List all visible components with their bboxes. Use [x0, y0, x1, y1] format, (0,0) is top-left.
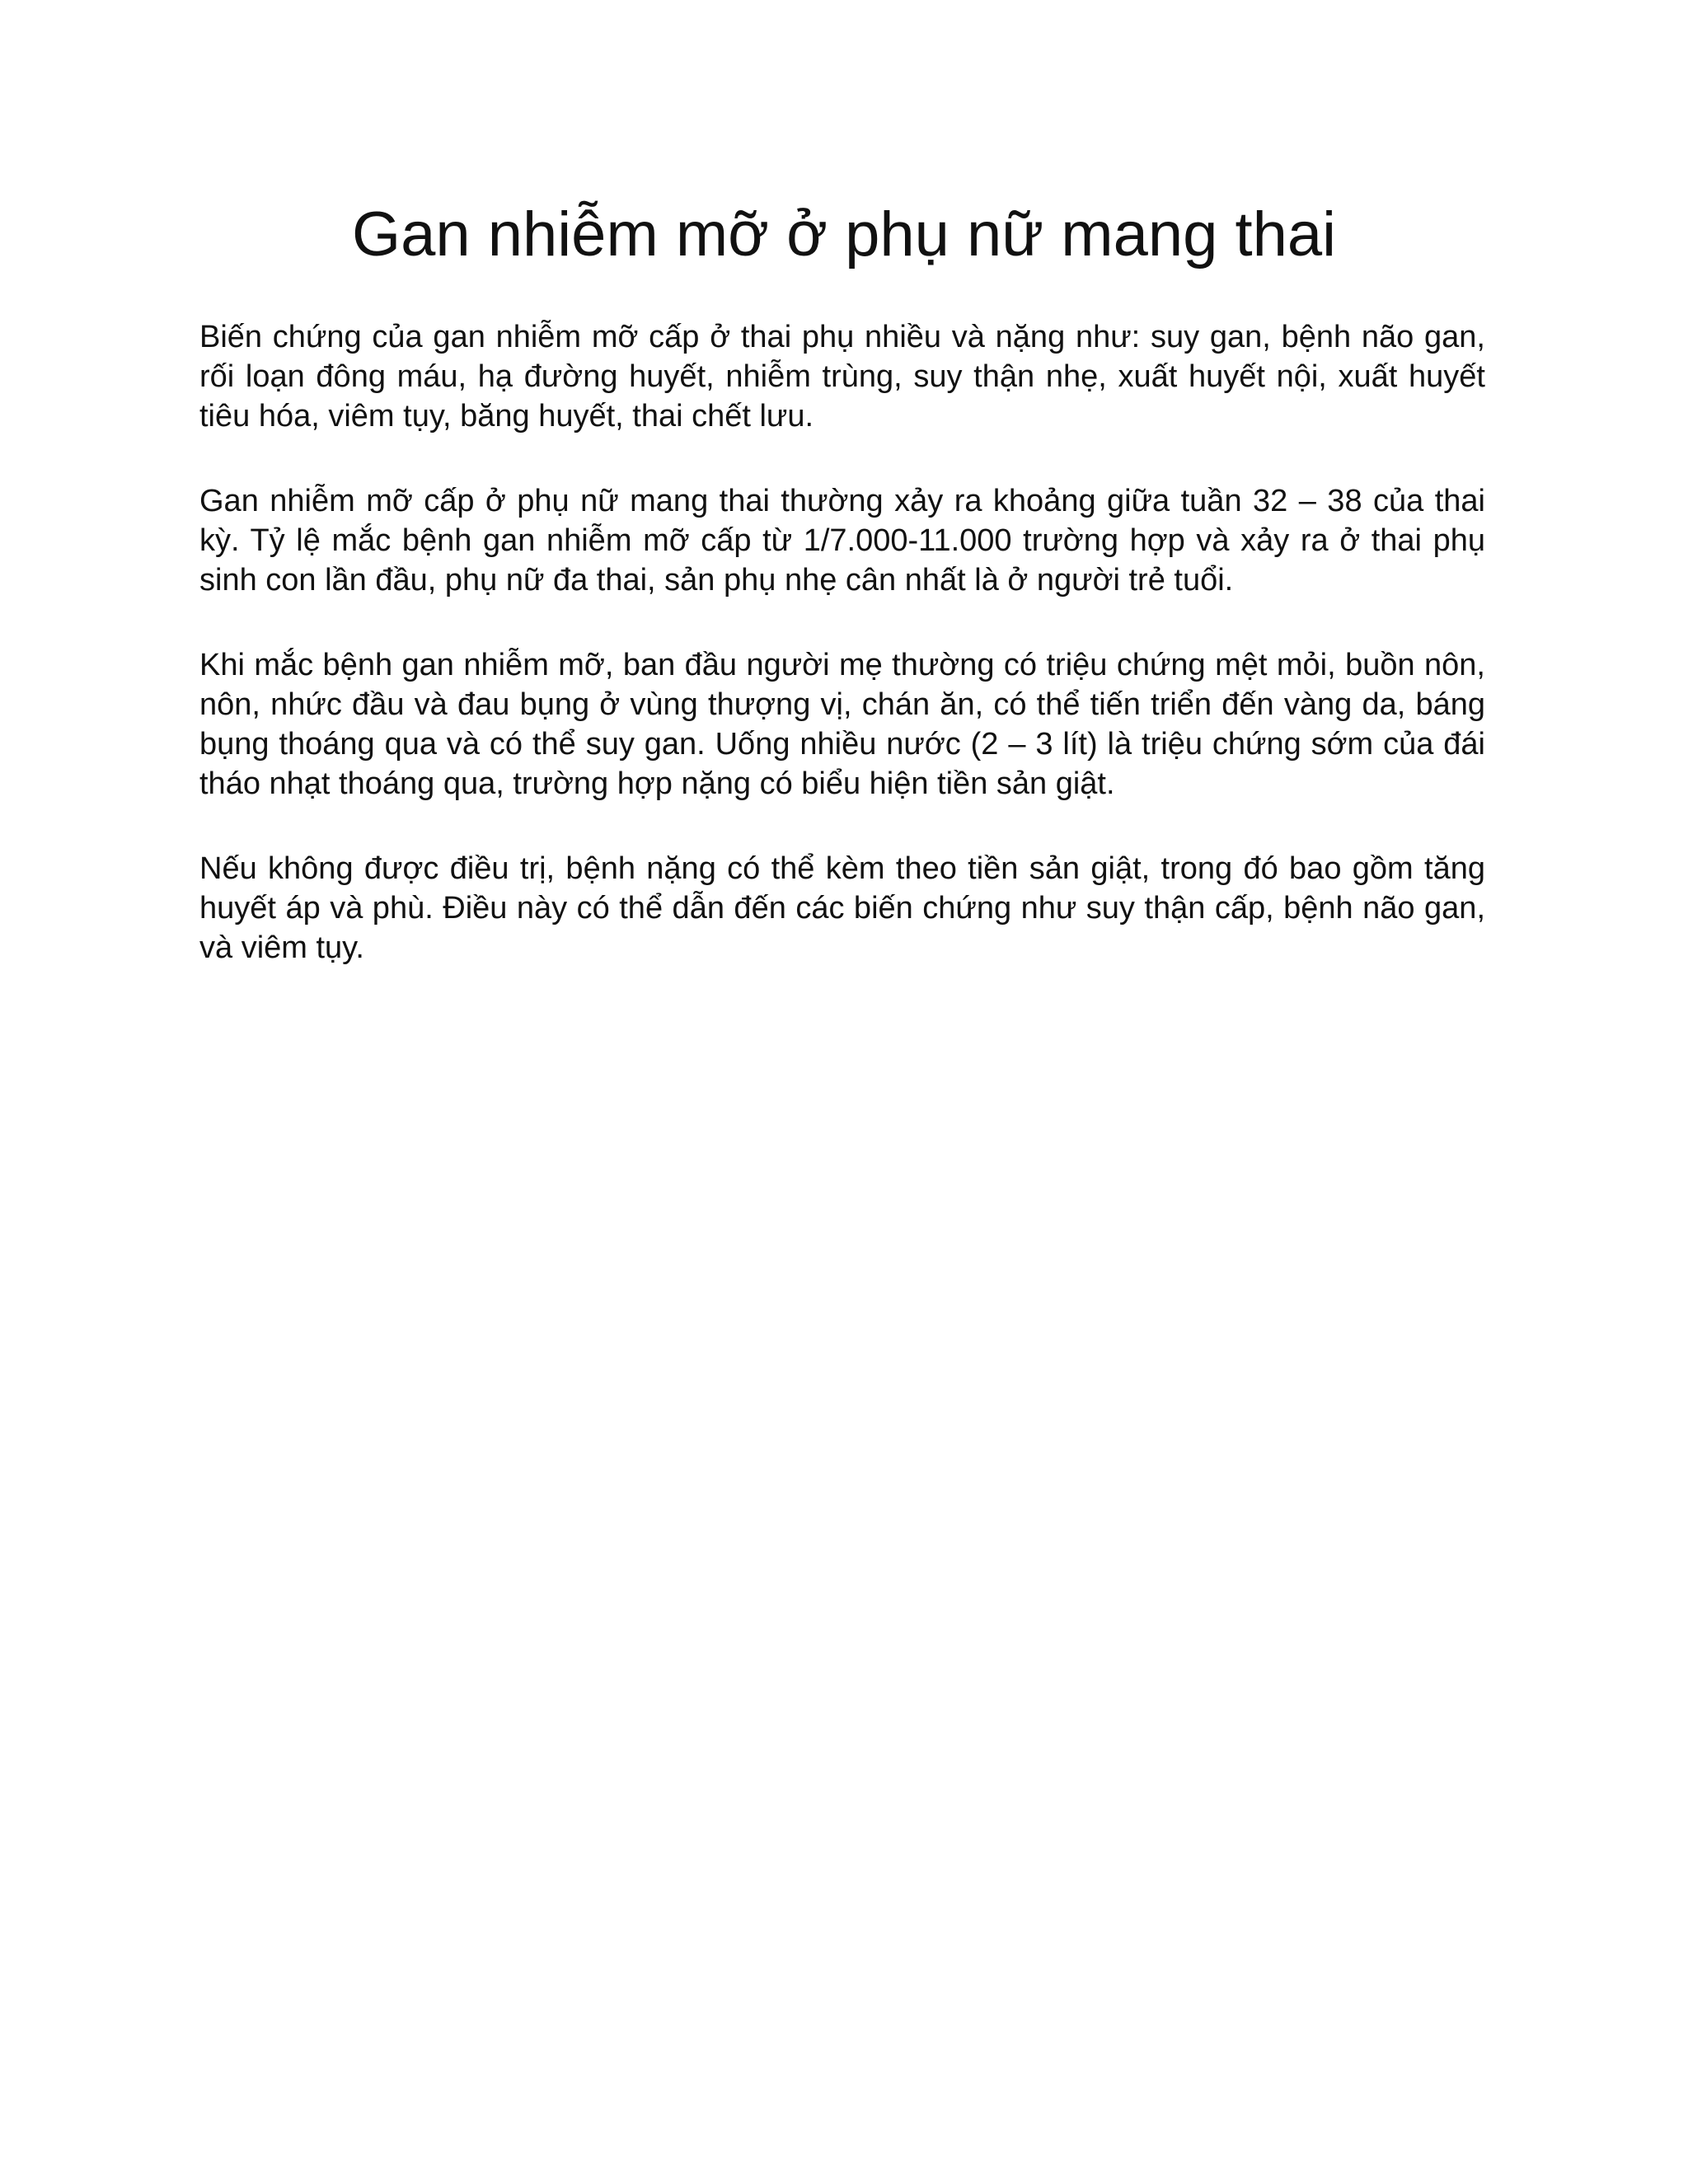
document-title: Gan nhiễm mỡ ở phụ nữ mang thai — [351, 199, 1337, 269]
paragraph-incidence: Gan nhiễm mỡ cấp ở phụ nữ mang thai thường xảy ra khoảng giữa tuần 32 – 38 của thai kỳ. Tỷ lệ mắc bệnh gan nhiễm mỡ cấp từ 1/7.000-11.000 trường hợp và xảy ra ở thai phụ sinh con lần đầu, phụ nữ đa thai, sản phụ nhẹ cân nhất là ở người trẻ tuổi. — [199, 484, 1485, 598]
paragraph-complications: Biến chứng của gan nhiễm mỡ cấp ở thai phụ nhiều và nặng như: suy gan, bệnh não gan, rối loạn đông máu, hạ đường huyết, nhiễm trùng, suy thận nhẹ, xuất huyết nội, xuất huyết tiêu hóa, viêm tụy, băng huyết, thai chết lưu. — [199, 320, 1485, 434]
document-body — [199, 317, 1485, 1013]
paragraph-untreated: Nếu không được điều trị, bệnh nặng có thể kèm theo tiền sản giật, trong đó bao gồm tăng huyết áp và phù. Điều này có thể dẫn đến các biến chứng như suy thận cấp, bệnh não gan, và viêm tụy. — [199, 851, 1485, 965]
paragraph-symptoms: Khi mắc bệnh gan nhiễm mỡ, ban đầu người mẹ thường có triệu chứng mệt mỏi, buồn nôn, nôn, nhức đầu và đau bụng ở vùng thượng vị, chán ăn, có thể tiến triển đến vàng da, báng bụng thoáng qua và có thể suy gan. Uống nhiều nước (2 – 3 lít) là triệu chứng sớm của đái tháo nhạt thoáng qua, trường hợp nặng có biểu hiện tiền sản giật. — [199, 648, 1485, 801]
